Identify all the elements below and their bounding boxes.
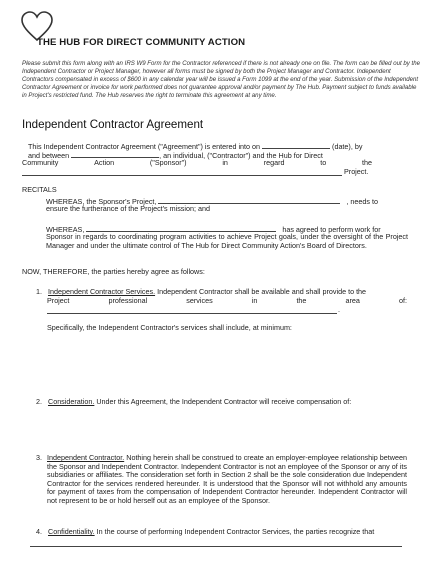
section-1-word: in — [251, 296, 258, 305]
section-1-word: area — [345, 296, 360, 305]
section-1-word: Project — [47, 296, 70, 305]
whereas-1-cont: ensure the furtherance of the Project's mission; and — [46, 204, 210, 213]
section-4-blank-line[interactable] — [30, 546, 402, 547]
whereas-1-text-a: WHEREAS, the Sponsor's Project, — [46, 197, 157, 206]
section-1-text: Independent Contractor shall be available and shall provide to the — [157, 287, 367, 296]
intro-word: Community — [22, 158, 59, 167]
section-4-number: 4. — [36, 527, 42, 536]
intro-line-3 — [22, 159, 372, 168]
contractor-name-field[interactable] — [71, 150, 159, 158]
intro-text-c: and between — [28, 151, 70, 160]
letterhead — [20, 10, 430, 46]
organization-name: THE HUB FOR DIRECT COMMUNITY ACTION — [37, 37, 246, 48]
whereas-2-text-b: has agreed to perform work for — [282, 225, 381, 234]
intro-line-4: Project. — [344, 167, 369, 176]
service-area-field[interactable] — [47, 313, 337, 314]
project-title-field[interactable] — [158, 196, 340, 204]
date-field[interactable] — [262, 141, 330, 149]
section-1-word: of: — [398, 296, 407, 305]
section-2-title: Consideration. — [48, 397, 95, 406]
section-1-line-2 — [47, 297, 407, 306]
project-name-field[interactable] — [22, 175, 342, 176]
section-1-title: Independent Contractor Services. — [48, 287, 156, 296]
section-1-period: . — [338, 305, 340, 314]
section-1-word: professional — [108, 296, 148, 305]
section-1-word: services — [186, 296, 213, 305]
recitals-heading: RECITALS — [22, 185, 57, 194]
intro-text-d: , an individual, ("Contractor") and the Hub for Direct — [159, 151, 323, 160]
section-1-number: 1. — [36, 287, 42, 296]
whereas-2-text-a: WHEREAS, — [46, 225, 85, 234]
submission-notice: Please submit this form along with an IRS W9 Form for the Contractor referenced if there is not already one on file. The form can be filled out by the Independent Contractor or Project Manager, however all forms must be signed by both the Project Manager and Contractor. Independent Contractors compensated in excess of $600 in any calendar year will be issued a Form 1099 at the end of the year. Submission of the Independent Contractor Agreement or invoice for work performed does not guarantee approval and/or payment by The Hub. Payment subject to funds available in Project's restricted fund. The Hub reserves the right to terminate this agreement at any time. — [22, 60, 420, 99]
contractor-field[interactable] — [86, 224, 276, 232]
page-title: Independent Contractor Agreement — [22, 118, 204, 131]
section-1-word: the — [296, 296, 307, 305]
intro-word: regard — [263, 158, 285, 167]
intro-word: Action — [94, 158, 115, 167]
intro-word: in — [222, 158, 228, 167]
section-1-specifics: Specifically, the Independent Contractor's services shall include, at minimum: — [47, 323, 292, 332]
section-4-title: Confidentiality. — [48, 527, 95, 536]
now-therefore: NOW, THEREFORE, the parties hereby agree as follows: — [22, 267, 205, 276]
section-4-line — [36, 528, 416, 537]
section-2-line — [36, 398, 408, 407]
section-3-paragraph — [47, 454, 407, 505]
whereas-2-cont: Sponsor in regards to coordinating program activities to achieve Project goals, under the oversight of the Project Manager and under the ultimate control of The Hub for Direct Community Action's Board of Directors. — [46, 232, 408, 250]
whereas-1-text-b: , needs to — [346, 197, 379, 206]
section-2-text: Under this Agreement, the Independent Contractor will receive compensation of: — [96, 397, 352, 406]
intro-word: the — [362, 158, 372, 167]
intro-text-b: (date), by — [332, 142, 363, 151]
section-3-number: 3. — [36, 453, 42, 462]
section-4-text: In the course of performing Independent Contractor Services, the parties recognize that — [96, 527, 375, 536]
intro-word: to — [320, 158, 327, 167]
section-3-title: Independent Contractor. — [47, 453, 125, 462]
intro-word: ("Sponsor") — [149, 158, 187, 167]
intro-text-a: This Independent Contractor Agreement ("Agreement") is entered into on — [28, 142, 261, 151]
section-3-text: Nothing herein shall be construed to create an employer-employee relationship between the Sponsor and Independent Contractor. Independent Contractor is not an employee of the Sponsor or any of its subsidiaries or affiliates. The consideration set forth in Section 2 shall be the sole consideration due Independent Contractor for the services rendered hereunder. It is understood that the Sponsor will not withhold any amounts for payment of taxes from the compensation of Independent Contractor hereunder. Independent Contractor will not represent to be or hold herself out as an employee of the Sponsor. — [47, 453, 407, 505]
section-2-number: 2. — [36, 397, 42, 406]
